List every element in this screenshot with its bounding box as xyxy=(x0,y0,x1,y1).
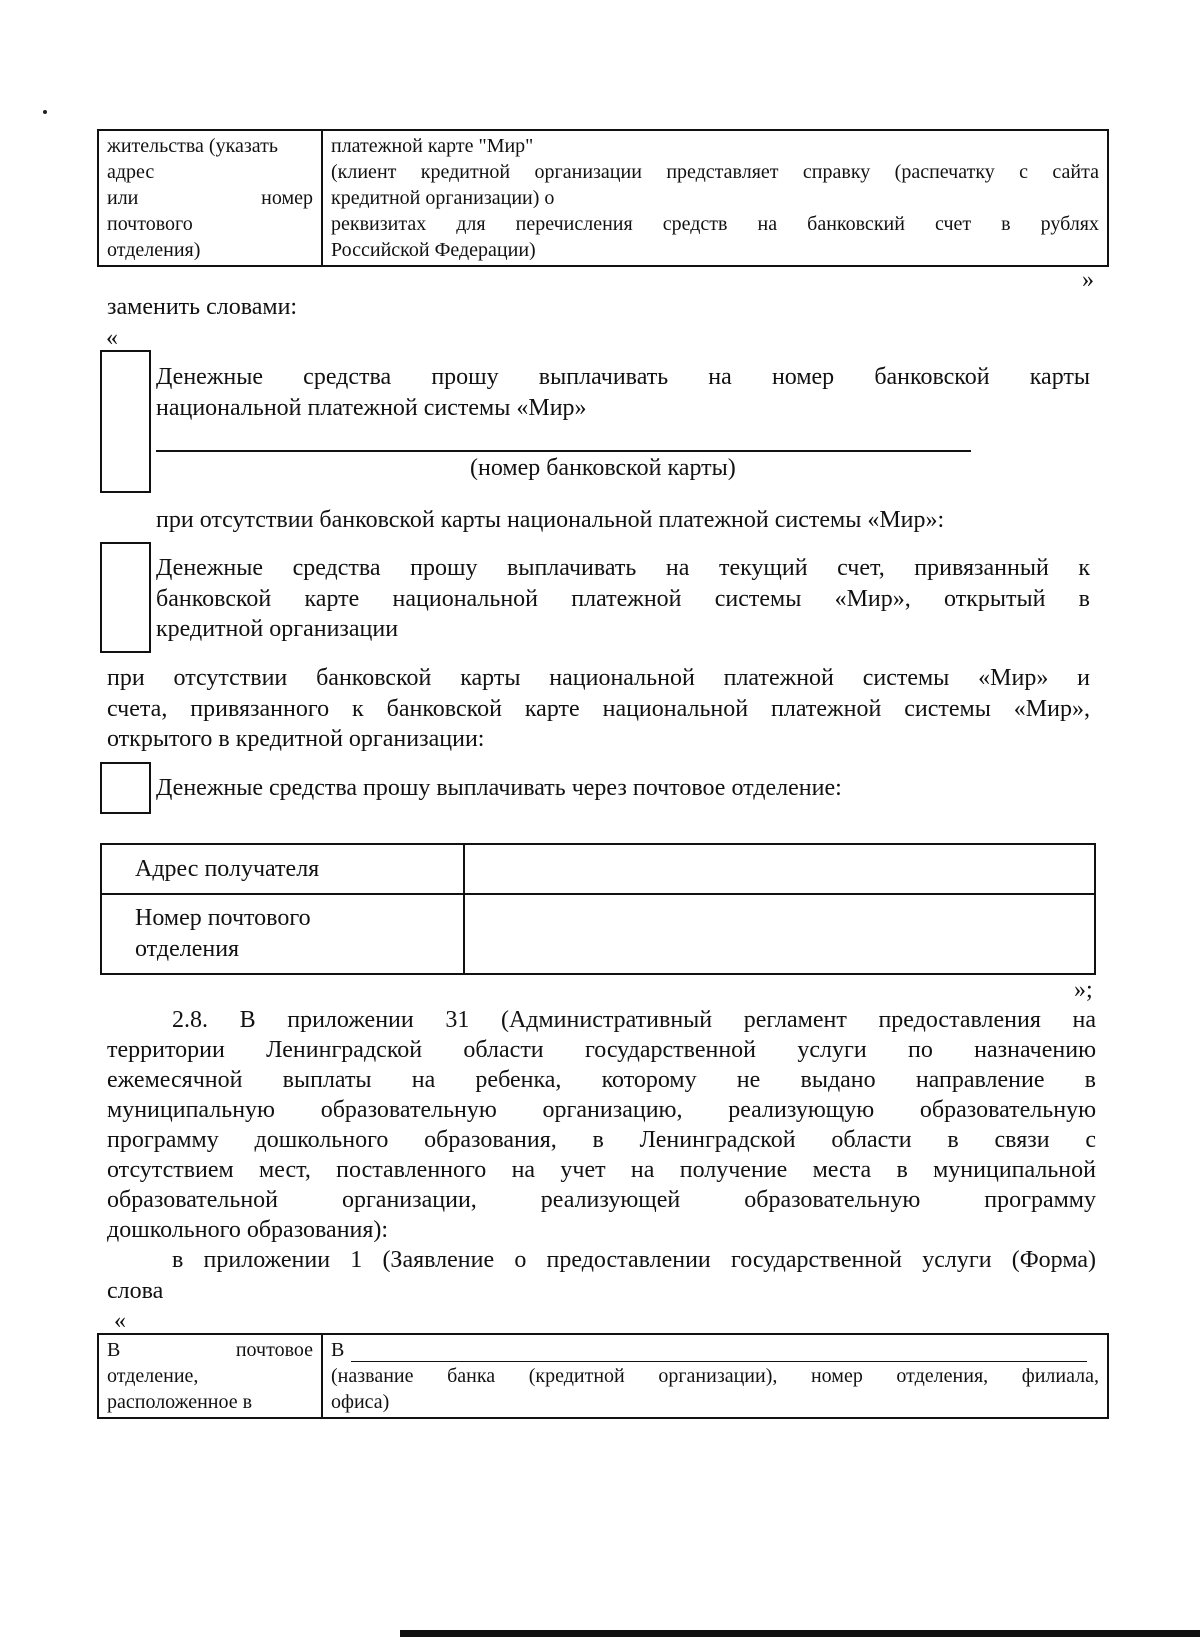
cell-text: В xyxy=(107,1339,121,1361)
paragraph-2-8-line: муниципальную образовательную организацию, реализующую образовательную xyxy=(107,1097,1096,1123)
address-value-cell[interactable] xyxy=(464,844,1095,894)
address-label-cell xyxy=(101,844,464,894)
bank-name-line[interactable] xyxy=(351,1361,1087,1362)
card-number-checkbox[interactable] xyxy=(100,350,151,493)
scan-dot xyxy=(43,110,47,114)
cell-text-row xyxy=(107,185,313,211)
cell-text: или xyxy=(107,187,139,209)
bank-name-row xyxy=(331,1337,1099,1363)
paragraph-2-8-line: отсутствием мест, поставленного на учет на получение места в муниципальной xyxy=(107,1157,1096,1183)
paragraph-2-8-line: ежемесячной выплаты на ребенка, которому не выдано направление в xyxy=(107,1067,1096,1093)
paragraph-2-8-line: образовательной организации, реализующей образовательную программу xyxy=(107,1187,1096,1213)
scan-edge-bar xyxy=(400,1630,1200,1637)
address-label: Адрес получателя xyxy=(135,855,320,882)
replace-words-label: заменить словами: xyxy=(107,294,298,320)
paragraph-2-8-line: программу дошкольного образования, в Ленинградской области в связи с xyxy=(107,1127,1096,1153)
office-label: Номер почтового xyxy=(135,905,311,931)
paragraph-2-8-line: 2.8. В приложении 31 (Административный регламент предоставления на xyxy=(172,1007,1096,1033)
cell-text: В xyxy=(331,1339,345,1361)
bottom-table-left-cell xyxy=(98,1334,322,1418)
office-label: отделения xyxy=(135,936,240,962)
cell-text: Российской Федерации) xyxy=(331,239,536,261)
option-card-text: национальной платежной системы «Мир» xyxy=(156,395,587,421)
absence-card-text: при отсутствии банковской карты национальной платежной системы «Мир»: xyxy=(156,507,945,533)
option-account-text: Денежные средства прошу выплачивать на текущий счет, привязанный к xyxy=(156,555,1090,581)
bottom-table xyxy=(97,1333,1109,1419)
post-office-checkbox[interactable] xyxy=(100,762,151,814)
option-card-text: Денежные средства прошу выплачивать на номер банковской карты xyxy=(156,364,1090,390)
option-post-text: Денежные средства прошу выплачивать через почтовое отделение: xyxy=(156,775,842,801)
cell-text: отделение, xyxy=(107,1365,199,1387)
option-account-text: кредитной организации xyxy=(156,616,399,642)
cell-text: реквизитах для перечисления средств на банковский счет в рублях xyxy=(331,213,1099,235)
cell-text: кредитной организации) о xyxy=(331,187,555,209)
cell-text: (клиент кредитной организации представляет справку (распечатку с сайта xyxy=(331,161,1099,183)
cell-text: отделения) xyxy=(107,239,201,261)
opening-quote: « xyxy=(106,325,118,351)
cell-text: почтового xyxy=(107,213,193,235)
appendix-line: в приложении 1 (Заявление о предоставлении государственной услуги (Форма) xyxy=(172,1247,1096,1273)
cell-text: жительства (указать xyxy=(107,135,278,157)
cell-text: адрес xyxy=(107,161,155,183)
top-table-right-cell xyxy=(322,130,1108,266)
closing-quote-semicolon: »; xyxy=(1074,977,1093,1003)
top-table-left-cell xyxy=(98,130,322,266)
cell-text-row xyxy=(107,1337,313,1363)
absence-account-text: счета, привязанного к банковской карте национальной платежной системы «Мир», xyxy=(107,696,1090,722)
paragraph-2-8-line: дошкольного образования): xyxy=(107,1217,389,1243)
cell-text: почтовое xyxy=(235,1339,313,1361)
cell-text: расположенное в xyxy=(107,1391,253,1413)
paragraph-2-8-line: территории Ленинградской области государственной услуги по назначению xyxy=(107,1037,1096,1063)
cell-text: офиса) xyxy=(331,1391,390,1413)
card-number-caption: (номер банковской карты) xyxy=(470,455,736,481)
top-table xyxy=(97,129,1109,267)
absence-account-text: открытого в кредитной организации: xyxy=(107,726,485,752)
words-label: слова xyxy=(107,1278,164,1304)
office-value-cell[interactable] xyxy=(464,894,1095,974)
closing-quote: » xyxy=(1082,267,1094,293)
post-office-table xyxy=(100,843,1096,975)
absence-account-text: при отсутствии банковской карты национальной платежной системы «Мир» и xyxy=(107,665,1090,691)
opening-quote: « xyxy=(114,1308,126,1334)
cell-text: номер xyxy=(261,187,313,209)
bottom-table-right-cell xyxy=(322,1334,1108,1418)
cell-text: (название банка (кредитной организации), номер отделения, филиала, xyxy=(331,1365,1099,1387)
card-number-line[interactable] xyxy=(156,450,971,452)
cell-text: платежной карте "Мир" xyxy=(331,135,534,157)
office-label-cell xyxy=(101,894,464,974)
current-account-checkbox[interactable] xyxy=(100,542,151,653)
option-account-text: банковской карте национальной платежной системы «Мир», открытый в xyxy=(156,586,1090,612)
